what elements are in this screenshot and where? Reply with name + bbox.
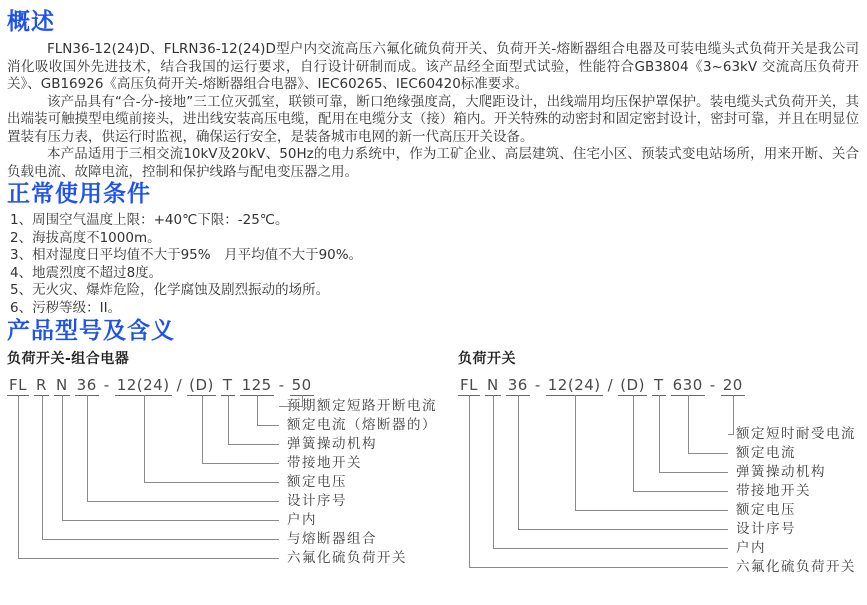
section-heading-models: 产品型号及含义: [7, 317, 175, 344]
model-code-segment: 36: [76, 375, 97, 394]
condition-item-6: 6、污秽等级：II。: [10, 299, 122, 316]
model-code-segment: 630: [672, 375, 703, 394]
model-code-segment: FL: [460, 375, 478, 394]
model-code-separator: /: [176, 375, 183, 394]
callout-line: [229, 395, 280, 445]
model-code: [458, 376, 867, 396]
section-heading-conditions: 正常使用条件: [7, 181, 151, 207]
model-code-segment: R: [36, 375, 47, 394]
model-label: 户内: [736, 539, 766, 556]
model-code-separator: -: [534, 375, 541, 394]
condition-item-1: 1、周围空气温度上限：+40℃下限：-25℃。: [10, 212, 289, 228]
callout-line: [728, 395, 734, 435]
condition-item-2: 2、海拔高度不1000m。: [10, 229, 161, 246]
model-label: 预期额定短路开断电流: [287, 397, 437, 414]
overview-paragraph-3: 本产品适用于三相交流10kV及20kV、50Hz的电力系统中，作为工矿企业、高层建筑、住宅小区、预装式变电站场所，用来开断、关合负载电流、故障电流，控制和保护线路与配电变压器之用。: [7, 146, 859, 180]
model-code-segment: T: [653, 375, 664, 394]
model-label: 弹簧操动机构: [287, 435, 377, 452]
callout-line: [63, 395, 280, 521]
model-label: 额定电流: [736, 444, 796, 461]
overview-paragraph-2: 该产品具有“合-分-接地”三工位灭弧室，联锁可靠，断口绝缘强度高，大爬距设计，出线端用均压保护罩保护。装电缆头式负荷开关，其出端装可触摸型电缆前接头，进出线安装高压电缆，配用在电缆分支（接）箱内。开关特殊的动密封和固定密封设计，密封可靠，并且在明显位置装有压力表，供运行时监视，确保运行安全，是装备城市电网的新一代高压开关设备。: [7, 93, 859, 145]
model-label: 弹簧操动机构: [736, 463, 826, 480]
conditions-list: [0, 212, 867, 318]
model-label: 额定电压: [736, 501, 796, 518]
model-code-segment: 12(24): [547, 375, 601, 394]
callout-line: [145, 395, 280, 483]
callout-line: [19, 395, 280, 559]
model-label: 额定电压: [287, 473, 347, 490]
model-label: 设计序号: [287, 492, 347, 509]
model-label: 六氟化硫负荷开关: [287, 549, 407, 566]
callout-line: [689, 395, 729, 454]
model-label: 户内: [287, 511, 317, 528]
model-code-segment: N: [55, 375, 68, 394]
model-label: 设计序号: [736, 520, 796, 537]
callout-line: [576, 395, 729, 511]
diagram-switch-fuse-combination: [7, 352, 458, 580]
model-code-segment: N: [487, 375, 499, 394]
diagram-load-switch: [458, 352, 867, 580]
model-label: 六氟化硫负荷开关: [736, 558, 856, 575]
model-code-separator: -: [709, 375, 716, 394]
model-label: 带接地开关: [736, 482, 811, 499]
model-code-separator: /: [607, 375, 614, 394]
callout-line: [519, 395, 729, 530]
callout-line: [203, 395, 280, 464]
model-diagrams: [0, 352, 867, 580]
model-code-segment: 50: [291, 375, 312, 394]
callout-line: [494, 395, 729, 549]
condition-item-3: 3、相对湿度日平均值不大于95% 月平均值不大于90%。: [10, 247, 363, 264]
model-code-segment: FL: [9, 375, 27, 394]
model-code: [7, 376, 458, 396]
model-code-segment: 125: [241, 375, 272, 394]
callout-line: [88, 395, 280, 502]
model-code-segment: 36: [507, 375, 528, 394]
model-code-separator: -: [103, 375, 110, 394]
callout-line: [470, 395, 729, 568]
model-label: 额定短时耐受电流: [736, 425, 856, 442]
model-code-segment: (D): [620, 375, 645, 394]
diagram-title: 负荷开关: [458, 350, 516, 367]
callout-line: [258, 395, 280, 426]
model-label: 带接地开关: [287, 454, 362, 471]
condition-item-4: 4、地震烈度不超过8度。: [10, 264, 163, 281]
section-heading-overview: 概述: [7, 9, 55, 35]
model-code-segment: T: [222, 375, 233, 394]
model-code-segment: (D): [189, 375, 214, 394]
overview-paragraph-1: FLN36-12(24)D、FLRN36-12(24)D型户内交流高压六氟化硫负荷开关、负荷开关-熔断器组合电器及可装电缆头式负荷开关是我公司消化吸收国外先进技术，结合我国的运行要求，自行设计研制而成。该产品经全面型式试验，性能符合GB3804《3~63kV 交流高压负荷开关》、GB16926《高压负荷开关-熔断器组合电器》、IEC60265、IEC60420标准要求。: [7, 41, 859, 92]
condition-item-5: 5、无火灾、爆炸危险，化学腐蚀及剧烈振动的场所。: [10, 282, 330, 299]
model-label: 与熔断器组合: [287, 530, 377, 547]
callout-line: [660, 395, 729, 473]
callout-line: [634, 395, 729, 492]
callout-line: [43, 395, 280, 540]
model-code-segment: 12(24): [116, 375, 170, 394]
model-label: 额定电流（熔断器的）: [287, 416, 437, 433]
overview-paragraphs: [7, 41, 859, 181]
diagram-title: 负荷开关-组合电器: [7, 350, 130, 367]
model-code-segment: 20: [722, 375, 743, 394]
model-code-separator: -: [278, 375, 285, 394]
